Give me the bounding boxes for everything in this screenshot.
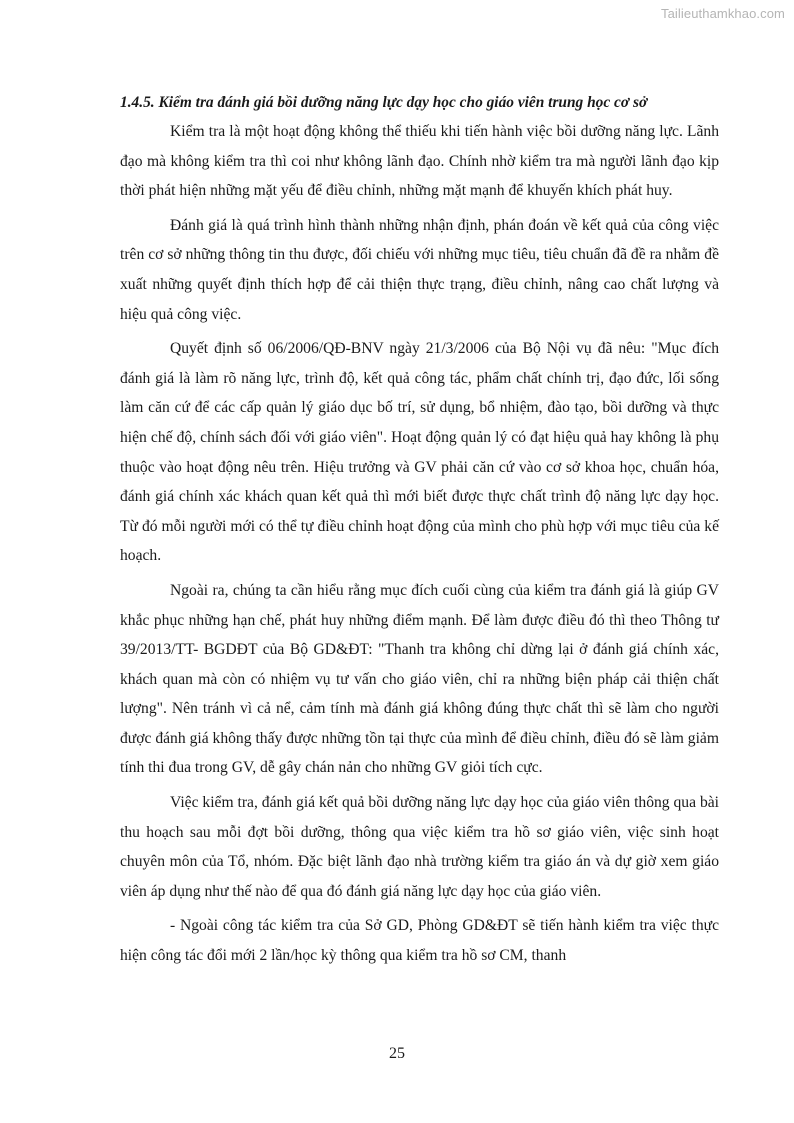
- paragraph: Đánh giá là quá trình hình thành những nhận định, phán đoán về kết quả của công việc trên cơ sở những thông tin thu được, đối chiếu với những mục tiêu, tiêu chuẩn đã đề ra nhằm đề xuất những quyết định thích hợp để cải thiện thực trạng, điều chỉnh, nâng cao chất lượng và hiệu quả công việc.: [120, 216, 719, 323]
- paragraph: Quyết định số 06/2006/QĐ-BNV ngày 21/3/2006 của Bộ Nội vụ đã nêu: "Mục đích đánh giá là làm rõ năng lực, trình độ, kết quả công tác, phẩm chất chính trị, đạo đức, lối sống làm căn cứ để các cấp quản lý giáo dục bố trí, sử dụng, bổ nhiệm, đào tạo, bồi dưỡng và thực hiện chế độ, chính sách đối với giáo viên". Hoạt động quản lý có đạt hiệu quả hay không là phụ thuộc vào hoạt động nêu trên. Hiệu trưởng và GV phải căn cứ vào cơ sở khoa học, chuẩn hóa, đánh giá chính xác khách quan kết quả thì mới biết được thực chất trình độ năng lực dạy học. Từ đó mỗi người mới có thể tự điều chỉnh hoạt động của mình cho phù hợp với mục tiêu của kế hoạch.: [120, 340, 719, 565]
- paragraph: Kiểm tra là một hoạt động không thể thiếu khi tiến hành việc bồi dưỡng năng lực. Lãnh đạo mà không kiểm tra thì coi như không lãnh đạo. Chính nhờ kiểm tra mà người lãnh đạo kịp thời phát hiện những mặt yếu để điều chỉnh, những mặt mạnh để khuyến khích phát huy.: [120, 123, 719, 200]
- page-number: 25: [389, 1045, 405, 1062]
- document-body: [120, 89, 719, 976]
- paragraph: Ngoài ra, chúng ta cần hiểu rằng mục đích cuối cùng của kiểm tra đánh giá là giúp GV khắc phục những hạn chế, phát huy những điểm mạnh. Để làm được điều đó thì theo Thông tư 39/2013/TT- BGDĐT của Bộ GD&ĐT: "Thanh tra không chỉ dừng lại ở đánh giá chính xác, khách quan mà còn có nhiệm vụ tư vấn cho giáo viên, chỉ ra những biện pháp cải thiện chất lượng". Nên tránh vì cả nể, cảm tính mà đánh giá không đúng thực chất thì sẽ làm cho người được đánh giá không thấy được những tồn tại thực của mình để điều chỉnh, điều đó sẽ làm giảm tính thi đua trong GV, dễ gây chán nản cho những GV giỏi tích cực.: [120, 581, 719, 777]
- watermark: Tailieuthamkhao.com: [660, 6, 785, 21]
- paragraph: Việc kiểm tra, đánh giá kết quả bồi dưỡng năng lực dạy học của giáo viên thông qua bài thu hoạch sau mỗi đợt bồi dưỡng, thông qua việc kiểm tra hồ sơ giáo viên, việc sinh hoạt chuyên môn của Tổ, nhóm. Đặc biệt lãnh đạo nhà trường kiểm tra giáo án và dự giờ xem giáo viên áp dụng như thế nào để qua đó đánh giá năng lực dạy học của giáo viên.: [120, 794, 719, 900]
- section-heading: 1.4.5. Kiểm tra đánh giá bồi dưỡng năng lực dạy học cho giáo viên trung học cơ sở: [120, 94, 648, 111]
- paragraph: - Ngoài công tác kiểm tra của Sở GD, Phòng GD&ĐT sẽ tiến hành kiểm tra việc thực hiện công tác đổi mới 2 lần/học kỳ thông qua kiểm tra hồ sơ CM, thanh: [120, 917, 719, 965]
